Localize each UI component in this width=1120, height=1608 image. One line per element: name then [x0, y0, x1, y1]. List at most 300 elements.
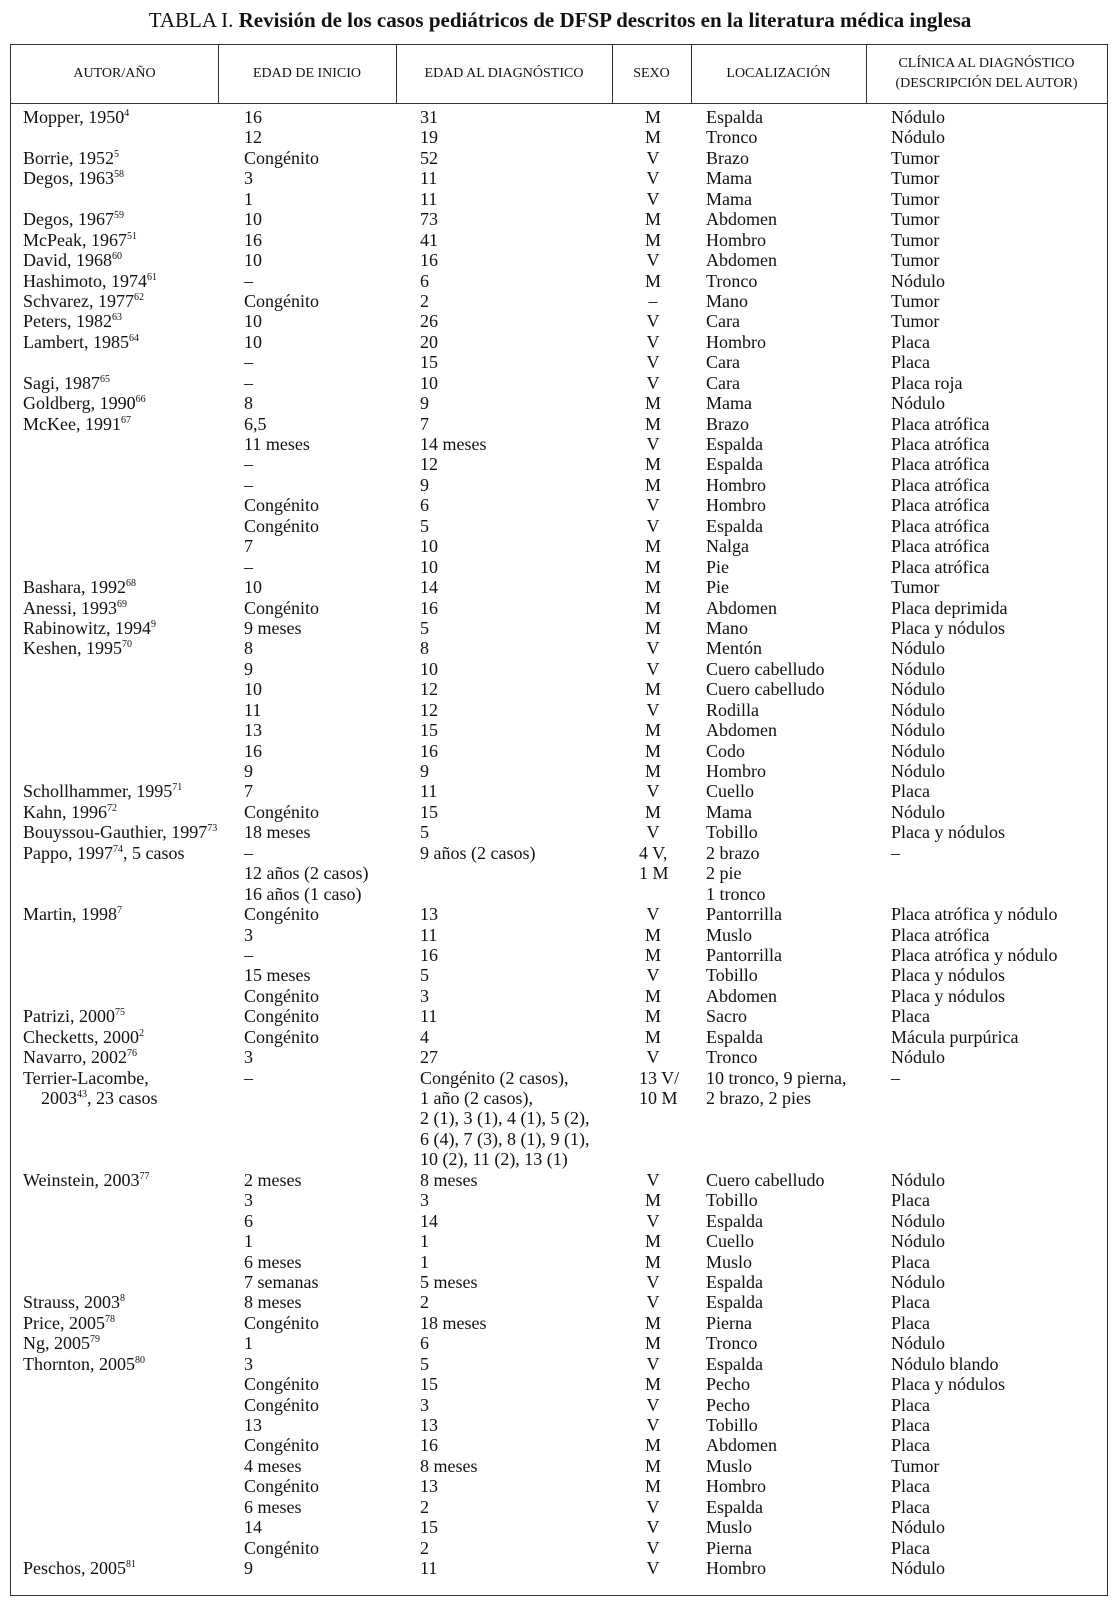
table-row	[11, 1354, 1107, 1374]
cell-onset-age: 15 meses	[244, 965, 311, 986]
cell-diagnosis-age: 19	[420, 127, 438, 148]
cell-location: Mama	[706, 188, 752, 209]
reference-number: 69	[117, 598, 127, 610]
cell-diagnosis-age: 8 meses	[420, 1455, 478, 1476]
cell-diagnosis-age: 5 meses	[420, 1271, 478, 1292]
table-row	[11, 904, 1107, 924]
cell-sex: M	[644, 801, 661, 822]
cell-onset-age: 12	[244, 127, 262, 148]
table-row	[11, 516, 1107, 536]
cell-clinical: Nódulo	[891, 720, 945, 741]
cell-location: Mama	[706, 801, 752, 822]
cell-location: Cuero cabelludo	[706, 1169, 825, 1190]
cell-clinical: Placa atrófica	[891, 474, 990, 495]
cell-author	[23, 311, 122, 331]
table-row	[11, 761, 1107, 781]
cell-diagnosis-age: 9 años (2 casos)	[420, 842, 536, 863]
cell-diagnosis-age: 9	[420, 393, 429, 414]
cell-clinical: Placa atrófica	[891, 413, 990, 434]
author-name: Hashimoto, 1974	[23, 270, 147, 291]
table-row	[11, 414, 1107, 434]
cell-diagnosis-age: Congénito (2 casos),	[420, 1067, 569, 1088]
cell-clinical: Placa atrófica	[891, 434, 990, 454]
cell-sex: V	[646, 250, 660, 271]
cell-sex: 1 M	[639, 863, 669, 884]
cell-diagnosis-age: 10	[420, 536, 438, 557]
column-divider	[866, 45, 867, 103]
cell-sex: M	[644, 474, 661, 495]
cell-onset-age: 3	[244, 924, 253, 945]
cell-diagnosis-age: 13	[420, 904, 438, 925]
cell-sex: M	[644, 1374, 661, 1395]
header-clinical	[866, 45, 1107, 104]
cell-location: Tronco	[706, 127, 758, 148]
table	[10, 44, 1108, 1596]
cell-sex: M	[644, 577, 661, 598]
column-divider	[396, 45, 397, 103]
cell-onset-age: 10	[244, 577, 262, 598]
reference-number: 72	[107, 802, 117, 814]
cell-sex: V	[646, 1047, 660, 1068]
cell-location: Pantorrilla	[706, 904, 782, 925]
cell-onset-age: 10	[244, 209, 262, 230]
cell-diagnosis-age: 1	[420, 1231, 429, 1252]
table-row	[11, 332, 1107, 352]
cell-sex: M	[644, 924, 661, 945]
cell-clinical: Nódulo	[891, 1558, 945, 1579]
table-row	[11, 1517, 1107, 1537]
reference-number: 7	[117, 905, 122, 917]
cell-location: Tobillo	[706, 965, 758, 986]
table-row	[11, 1497, 1107, 1517]
table-row	[11, 1558, 1107, 1578]
cell-sex: V	[646, 168, 660, 189]
cell-diagnosis-age: 11	[420, 781, 438, 802]
table-row	[11, 127, 1107, 147]
author-name: Schollhammer, 1995	[23, 781, 173, 802]
table-row	[11, 209, 1107, 229]
cell-diagnosis-age: 9	[420, 761, 429, 781]
cell-sex: M	[644, 985, 661, 1006]
cell-author	[23, 1047, 137, 1067]
cell-clinical: Nódulo	[891, 127, 945, 148]
cell-sex: M	[644, 209, 661, 230]
cell-location: Espalda	[706, 515, 763, 536]
cell-diagnosis-age: 9	[420, 474, 429, 495]
author-name: Lambert, 1985	[23, 331, 129, 352]
cell-sex: M	[644, 720, 661, 741]
cell-clinical: Placa	[891, 1415, 930, 1435]
table-row	[11, 781, 1107, 801]
cell-location: Cuello	[706, 781, 754, 802]
cell-sex: M	[644, 1231, 661, 1252]
reference-number: 8	[120, 1293, 126, 1305]
table-row	[11, 1395, 1107, 1415]
author-name: Checketts, 2000	[23, 1026, 139, 1047]
cell-sex: V	[646, 965, 660, 986]
cell-clinical: Placa atrófica y nódulo	[891, 944, 1058, 965]
cell-location: Pierna	[706, 1537, 752, 1558]
cell-location: Mano	[706, 617, 748, 638]
cell-diagnosis-age: 11	[420, 924, 438, 945]
table-row	[11, 802, 1107, 822]
cell-location: Hombro	[706, 495, 766, 516]
cell-sex: M	[644, 740, 661, 761]
cell-clinical: Tumor	[891, 290, 940, 311]
table-row	[11, 1435, 1107, 1455]
cell-diagnosis-age: 10 (2), 11 (2), 13 (1)	[420, 1149, 568, 1170]
cell-onset-age: 10	[244, 250, 262, 271]
table-row	[11, 1333, 1107, 1353]
author-name: Price, 2005	[23, 1312, 105, 1333]
table-row	[11, 393, 1107, 413]
cell-clinical: Placa atrófica	[891, 924, 990, 945]
table-row	[11, 863, 1107, 883]
cell-location: Tronco	[706, 270, 758, 291]
table-row	[11, 1313, 1107, 1333]
cell-diagnosis-age: 11	[420, 168, 438, 189]
cell-clinical: Placa y nódulos	[891, 985, 1005, 1006]
cell-location: Hombro	[706, 229, 766, 250]
cell-clinical: Placa y nódulos	[891, 1374, 1005, 1395]
cell-clinical: Nódulo	[891, 1047, 945, 1068]
cell-onset-age: –	[244, 556, 253, 577]
cell-diagnosis-age: 11	[420, 1006, 438, 1027]
header-onset-age: EDAD DE INICIO	[218, 45, 396, 104]
cell-clinical: Tumor	[891, 209, 940, 230]
author-name: Borrie, 1952	[23, 147, 114, 168]
cell-clinical: Placa	[891, 1292, 930, 1313]
cell-author	[23, 598, 127, 618]
cell-location: Espalda	[706, 1496, 763, 1517]
cell-author	[23, 271, 157, 291]
cell-clinical: Nódulo blando	[891, 1353, 999, 1374]
cell-author	[23, 230, 137, 250]
cell-sex: V	[646, 515, 660, 536]
table-row	[11, 598, 1107, 618]
header-clinical-line1: CLÍNICA AL DIAGNÓSTICO	[898, 56, 1075, 71]
cell-onset-age: 9	[244, 761, 253, 781]
cell-location: Hombro	[706, 1558, 766, 1579]
cell-diagnosis-age: 10	[420, 658, 438, 679]
cell-diagnosis-age: 14 meses	[420, 434, 487, 454]
reference-number: 60	[112, 251, 122, 263]
table-row	[11, 1252, 1107, 1272]
cell-onset-age: –	[244, 352, 253, 373]
cell-onset-age: 16	[244, 229, 262, 250]
reference-number: 5	[113, 148, 119, 160]
cell-sex: M	[644, 1476, 661, 1497]
cell-clinical: Nódulo	[891, 270, 945, 291]
cell-onset-age: 7	[244, 781, 253, 802]
cell-sex: M	[644, 597, 661, 618]
cell-location: Cara	[706, 311, 740, 332]
cell-diagnosis-age: 2	[420, 1537, 429, 1558]
table-row	[11, 1129, 1107, 1149]
table-row	[11, 659, 1107, 679]
cell-sex: V	[646, 1517, 660, 1538]
cell-sex: M	[644, 393, 661, 414]
cell-clinical: Placa atrófica	[891, 495, 990, 516]
cell-author	[23, 822, 217, 842]
reference-number: 4	[124, 108, 130, 119]
cell-onset-age: Congénito	[244, 495, 319, 516]
reference-number: 2	[138, 1027, 144, 1039]
cell-location: Pecho	[706, 1394, 750, 1415]
cell-diagnosis-age: 16	[420, 250, 438, 271]
column-divider	[691, 45, 692, 103]
cell-diagnosis-age: 41	[420, 229, 438, 250]
cell-onset-age: 7	[244, 536, 253, 557]
cell-clinical: Placa deprimida	[891, 597, 1008, 618]
cell-location: Muslo	[706, 1517, 753, 1538]
table-row	[11, 1211, 1107, 1231]
cell-diagnosis-age: 6 (4), 7 (3), 8 (1), 9 (1),	[420, 1128, 590, 1149]
cell-author	[23, 1558, 136, 1578]
cell-onset-age: 11	[244, 699, 262, 720]
cell-clinical: Placa	[891, 352, 930, 373]
cell-onset-age: Congénito	[244, 1435, 319, 1456]
header-diagnosis-age: EDAD AL DIAGNÓSTICO	[396, 45, 612, 104]
author-name: Schvarez, 1977	[23, 290, 134, 311]
column-divider	[612, 45, 613, 103]
cell-author	[23, 1292, 125, 1312]
cell-onset-age: –	[244, 1067, 253, 1088]
table-row	[11, 1068, 1107, 1088]
cell-location: Brazo	[706, 147, 749, 168]
table-row	[11, 1149, 1107, 1169]
cell-sex: V	[646, 1558, 660, 1579]
cell-onset-age: 4 meses	[244, 1455, 302, 1476]
table-row	[11, 1006, 1107, 1026]
table-row	[11, 1415, 1107, 1435]
cell-location: Espalda	[706, 1292, 763, 1313]
table-row	[11, 1292, 1107, 1312]
cell-sex: V	[646, 781, 660, 802]
cell-diagnosis-age: 4	[420, 1026, 429, 1047]
reference-number: 63	[112, 312, 122, 324]
table-row	[11, 536, 1107, 556]
reference-number: 77	[139, 1170, 150, 1182]
cell-diagnosis-age: 6	[420, 1333, 429, 1354]
cell-diagnosis-age: 12	[420, 454, 438, 475]
cell-sex: M	[644, 1190, 661, 1211]
author-name: Weinstein, 2003	[23, 1169, 140, 1190]
cell-location: Sacro	[706, 1006, 747, 1027]
cell-sex: M	[644, 1333, 661, 1354]
cell-onset-age: 6,5	[244, 413, 267, 434]
table-row	[11, 843, 1107, 863]
cell-onset-age: 8 meses	[244, 1292, 302, 1313]
table-row	[11, 986, 1107, 1006]
cell-author	[23, 1170, 150, 1190]
cell-onset-age: 12 años (2 casos)	[244, 863, 369, 884]
cell-onset-age: –	[244, 842, 253, 863]
cell-onset-age: 2 meses	[244, 1169, 302, 1190]
cell-clinical: Placa	[891, 1251, 930, 1272]
cell-onset-age: 16	[244, 107, 262, 127]
cell-clinical: Tumor	[891, 311, 940, 332]
cell-sex: V	[646, 147, 660, 168]
cell-diagnosis-age: 3	[420, 1190, 429, 1211]
cell-sex: M	[644, 617, 661, 638]
reference-number: 66	[135, 394, 146, 406]
table-row	[11, 720, 1107, 740]
author-name: Degos, 1963	[23, 168, 114, 189]
cell-location: Espalda	[706, 434, 763, 454]
cell-clinical: Nódulo	[891, 679, 945, 700]
cell-diagnosis-age: 2	[420, 1496, 429, 1517]
cell-clinical: Nódulo	[891, 1169, 945, 1190]
author-name: Bashara, 1992	[23, 577, 126, 598]
cell-location: Espalda	[706, 454, 763, 475]
cell-diagnosis-age: 10	[420, 372, 438, 393]
cell-onset-age: 3	[244, 1353, 253, 1374]
table-row	[11, 454, 1107, 474]
cell-clinical: Nódulo	[891, 658, 945, 679]
cell-diagnosis-age: 8	[420, 638, 429, 659]
cell-diagnosis-age: 6	[420, 270, 429, 291]
cell-diagnosis-age: 11	[420, 188, 438, 209]
reference-number: 59	[114, 210, 124, 222]
cell-clinical: Placa	[891, 1394, 930, 1415]
table-row	[11, 373, 1107, 393]
cell-location: Tobillo	[706, 1190, 758, 1211]
cell-clinical: Nódulo	[891, 638, 945, 659]
cell-clinical: Placa y nódulos	[891, 822, 1005, 843]
cell-sex: M	[644, 229, 661, 250]
cell-clinical: Nódulo	[891, 393, 945, 414]
cell-diagnosis-age: 3	[420, 985, 429, 1006]
cell-diagnosis-age: 15	[420, 352, 438, 373]
cell-author	[23, 618, 156, 638]
cell-sex: V	[646, 904, 660, 925]
cell-onset-age: –	[244, 944, 253, 965]
cell-location: Abdomen	[706, 209, 777, 230]
author-name: Martin, 1998	[23, 904, 117, 925]
cell-location: Mama	[706, 393, 752, 414]
cell-onset-age: 18 meses	[244, 822, 311, 843]
cell-diagnosis-age: 1 año (2 casos),	[420, 1088, 533, 1108]
cell-location: Muslo	[706, 924, 753, 945]
cell-location: 10 tronco, 9 pierna,	[706, 1067, 847, 1088]
table-row	[11, 475, 1107, 495]
cell-author	[23, 250, 122, 270]
cell-onset-age: 9	[244, 1558, 253, 1579]
cell-onset-age: Congénito	[244, 515, 319, 536]
table-row	[11, 1374, 1107, 1394]
cell-clinical: –	[891, 842, 900, 863]
cell-location: Espalda	[706, 1271, 763, 1292]
cell-author	[23, 1027, 144, 1047]
cell-diagnosis-age: 13	[420, 1415, 438, 1435]
cell-author	[23, 638, 132, 658]
cell-location: Pierna	[706, 1312, 752, 1333]
cell-diagnosis-age: 13	[420, 1476, 438, 1497]
cell-diagnosis-age: 2	[420, 1292, 429, 1313]
cell-sex: V	[646, 188, 660, 209]
cell-diagnosis-age: 31	[420, 107, 438, 127]
cell-clinical: Placa atrófica	[891, 556, 990, 577]
author-name: Patrizi, 2000	[23, 1006, 115, 1027]
table-row	[11, 822, 1107, 842]
cell-location: Hombro	[706, 1476, 766, 1497]
cell-clinical: Nódulo	[891, 1517, 945, 1538]
cell-diagnosis-age: 3	[420, 1394, 429, 1415]
table-row	[11, 230, 1107, 250]
cell-diagnosis-age: 2	[420, 290, 429, 311]
cell-clinical: Placa atrófica	[891, 515, 990, 536]
cell-diagnosis-age: 5	[420, 515, 429, 536]
cell-location: 2 brazo	[706, 842, 760, 863]
cell-sex: V	[646, 372, 660, 393]
cell-location: Rodilla	[706, 699, 759, 720]
cell-diagnosis-age: 27	[420, 1047, 438, 1068]
cell-diagnosis-age: 5	[420, 822, 429, 843]
cell-location: Hombro	[706, 331, 766, 352]
cell-author	[23, 904, 122, 924]
cell-onset-age: 16 años (1 caso)	[244, 883, 362, 904]
cell-sex: M	[644, 679, 661, 700]
cell-clinical: Nódulo	[891, 740, 945, 761]
cell-sex: M	[644, 1026, 661, 1047]
cell-diagnosis-age: 12	[420, 679, 438, 700]
reference-number: 9	[151, 618, 156, 630]
author-name: David, 1968	[23, 250, 112, 271]
cell-sex: V	[646, 331, 660, 352]
cell-author	[23, 577, 136, 597]
cell-clinical: Placa	[891, 1537, 930, 1558]
cell-location: 2 brazo, 2 pies	[706, 1088, 811, 1108]
cell-onset-age: Congénito	[244, 1476, 319, 1497]
cell-clinical: Nódulo	[891, 1210, 945, 1231]
table-row	[11, 291, 1107, 311]
reference-number: 62	[133, 291, 144, 303]
cell-diagnosis-age: 26	[420, 311, 438, 332]
cell-location: Cara	[706, 372, 740, 393]
cell-diagnosis-age: 5	[420, 617, 429, 638]
cell-clinical: Nódulo	[891, 107, 945, 127]
cell-clinical: Placa y nódulos	[891, 617, 1005, 638]
cell-onset-age: Congénito	[244, 1394, 319, 1415]
cell-clinical: Nódulo	[891, 1333, 945, 1354]
cell-sex: M	[644, 1312, 661, 1333]
cell-onset-age: 10	[244, 679, 262, 700]
cell-location: Hombro	[706, 474, 766, 495]
table-row	[11, 1231, 1107, 1251]
cell-location: Tobillo	[706, 1415, 758, 1435]
reference-number: 75	[115, 1007, 125, 1019]
cell-sex: V	[646, 434, 660, 454]
cell-onset-age: 10	[244, 311, 262, 332]
cell-author	[23, 781, 182, 801]
cell-author	[23, 291, 144, 311]
cell-location: Pantorrilla	[706, 944, 782, 965]
cell-clinical: Placa	[891, 1476, 930, 1497]
reference-number: 76	[126, 1048, 137, 1060]
cell-location: Abdomen	[706, 1435, 777, 1456]
cell-sex: V	[646, 638, 660, 659]
cell-sex: M	[644, 1455, 661, 1476]
cell-sex: M	[644, 270, 661, 291]
reference-number: 73	[207, 823, 218, 835]
table-row	[11, 884, 1107, 904]
table-row	[11, 1456, 1107, 1476]
cell-author	[23, 843, 185, 863]
table-row	[11, 434, 1107, 454]
cell-clinical: Nódulo	[891, 801, 945, 822]
table-row	[11, 107, 1107, 127]
